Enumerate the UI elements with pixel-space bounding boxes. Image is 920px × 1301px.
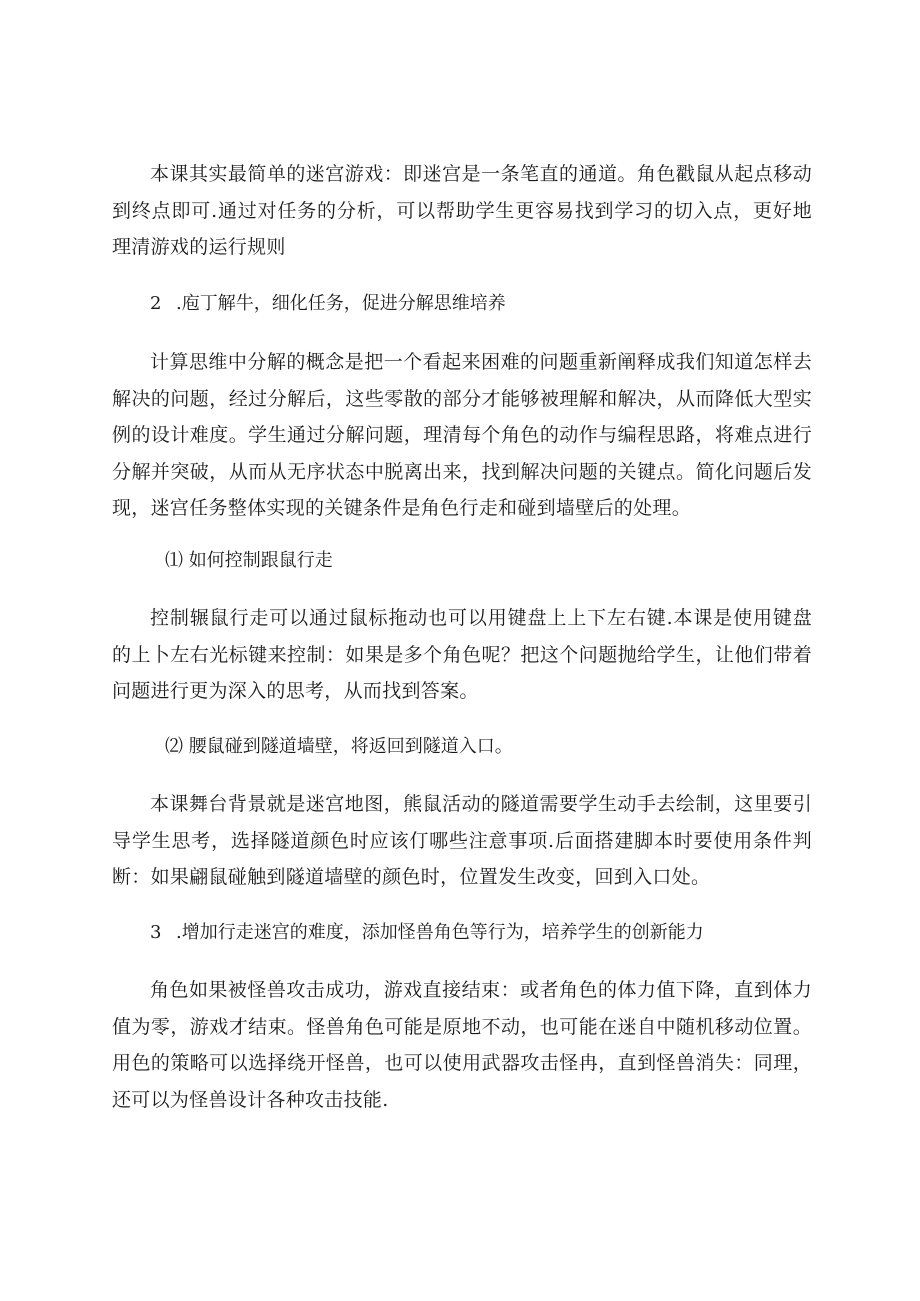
section-number: 3 [150, 922, 162, 943]
paragraph-background: 本课舞台背景就是迷宫地图，熊鼠活动的隧道需要学生动手去绘制，这里要引导学生思考，选择隧道颜色时应该仃哪些注意事项.后面搭建脚本时要使用条件判断：如果翩鼠碰触到隧道墙壁的颜色时，位置发生改变，回到入口处。 [112, 793, 812, 888]
paragraph-control: 控制辗鼠行走可以通过鼠标拖动也可以用键盘上上下左右键.本课是使用键盘的上卜左右光标键来控制：如果是多个角色呢？把这个问题抛给学生，让他们带着问题进行更为深入的思考，从而找到答案。 [112, 607, 812, 702]
paragraph-maze-intro: 本课其实最简单的迷宫游戏：即迷宫是一条笔直的通道。角色戳鼠从起点移动到终点即可.通过对任务的分析，可以帮助学生更容易找到学习的切入点，更好地理清游戏的运行规则 [112, 163, 812, 258]
paragraph-decomposition: 计算思维中分解的概念是把一个看起来困难的问题重新阐释成我们知道怎样去解决的问题，经过分解后，这些零散的部分才能够被理解和解决，从而降低大型实例的设计难度。学生通过分解问题，理清每个角色的动作与编程思路，将难点进行分解并突破，从而从无序状态中脱离出来，找到解决问题的关键点。简化问题后发现，迷宫任务整体实现的关键条件是角色行走和碰到墙壁后的处理。 [112, 351, 812, 519]
paragraph-monster: 角色如果被怪兽攻击成功，游戏直接结束：或者角色的体力值下降，直到体力值为零，游戏才结束。怪兽角色可能是原地不动，也可能在迷自中随机移动位置。用色的策略可以选择绕开怪兽，也可以使用武器攻击怪冉，直到怪兽消失：同理，还可以为怪兽设计各种攻击技能. [112, 979, 812, 1111]
subheading-2: ⑵ 腰鼠碰到隧道墙壁，将返回到隧道入口。 [165, 736, 513, 757]
subheading-1: ⑴ 如何控制跟鼠行走 [165, 550, 333, 571]
section-heading-2 [150, 290, 506, 318]
section-number: 2 [150, 293, 162, 314]
section-title: .庖丁解牛，细化任务，促进分解思维培养 [176, 293, 506, 314]
section-heading-3 [150, 919, 704, 947]
section-title: .增加行走迷宫的难度，添加怪兽角色等行为，培养学生的创新能力 [176, 922, 704, 943]
